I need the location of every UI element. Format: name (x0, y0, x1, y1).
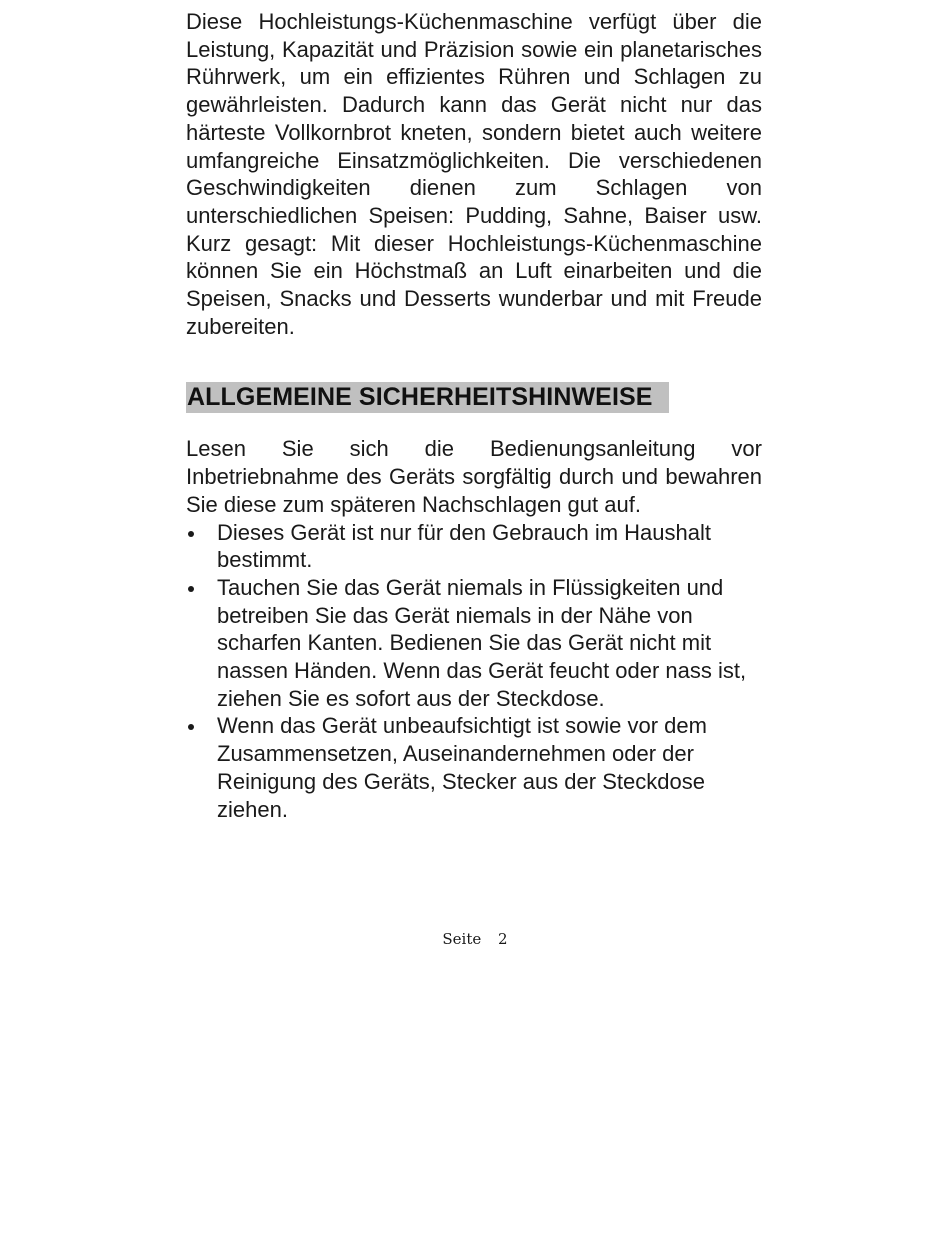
bullet-dot-icon (188, 724, 194, 730)
list-item (186, 574, 762, 713)
list-item-text: Tauchen Sie das Gerät niemals in Flüssigkeiten und betreiben Sie das Gerät niemals in der Nähe von scharfen Kanten. Bedienen Sie das Gerät nicht mit nassen Händen. Wenn das Gerät feucht oder nass ist, ziehen Sie es sofort aus der Steckdose. (217, 574, 747, 711)
document-page (186, 8, 762, 823)
bullet-dot-icon (188, 586, 194, 592)
bullet-dot-icon (188, 531, 194, 537)
intro-paragraph: Diese Hochleistungs-Küchenmaschine verfügt über die Leistung, Kapazität und Präzision sowie ein planetarisches Rührwerk, um ein effizientes Rühren und Schlagen zu gewährleisten. Dadurch kann das Gerät nicht nur das härteste Vollkornbrot kneten, sondern bietet auch weitere umfangreiche Einsatzmöglichkeiten. Die verschiedenen Geschwindigkeiten dienen zum Schlagen von unterschiedlichen Speisen: Pudding, Sahne, Baiser usw. Kurz gesagt: Mit dieser Hochleistungs-Küchenmaschine können Sie ein Höchstmaß an Luft einarbeiten und die Speisen, Snacks und Desserts wunderbar und mit Freude zubereiten. (186, 9, 762, 339)
list-item-text: Wenn das Gerät unbeaufsichtigt ist sowie vor dem Zusammensetzen, Auseinandernehmen oder der Reinigung des Geräts, Stecker aus der Steckdose ziehen. (217, 713, 707, 822)
section-heading-wrap (186, 382, 762, 413)
list-item-text: Dieses Gerät ist nur für den Gebrauch im Haushalt bestimmt. (217, 519, 712, 573)
section-heading: ALLGEMEINE SICHERHEITSHINWEISE (186, 382, 669, 413)
list-item (186, 519, 762, 574)
safety-bullet-list (186, 519, 762, 824)
page-label: Seite (442, 930, 482, 948)
list-item (186, 712, 762, 823)
page-footer (0, 930, 950, 948)
safety-lead-paragraph: Lesen Sie sich die Bedienungsanleitung vor Inbetriebnahme des Geräts sorgfältig durch und bewahren Sie diese zum späteren Nachschlagen gut auf. (186, 436, 762, 517)
page-number: 2 (498, 930, 508, 948)
